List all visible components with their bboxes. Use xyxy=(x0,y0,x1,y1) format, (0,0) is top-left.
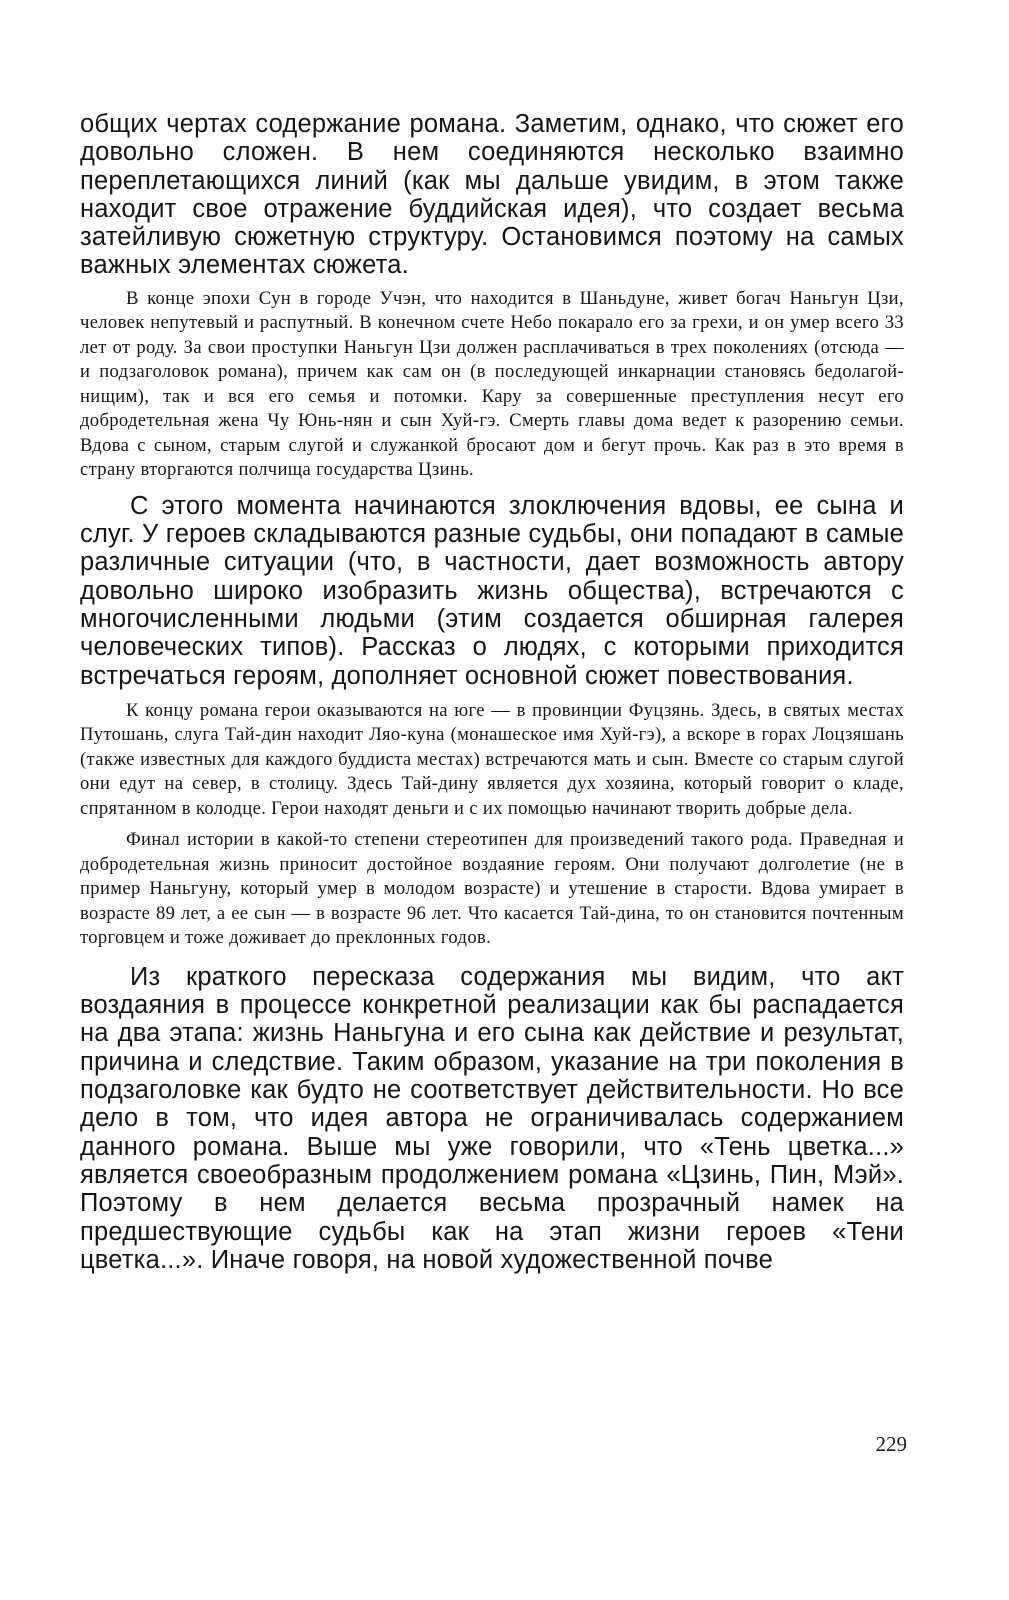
page-body xyxy=(80,110,904,1550)
page-number: 229 xyxy=(875,1432,907,1456)
paragraph-misadventures: С этого момента начинаются злоключения вдовы, ее сына и слуг. У героев складываются разные судьбы, они попадают в самые различные ситуации (что, в частности, дает возможность автору довольно широко изобразить жизнь общества), встречаются с многочисленными людьми (этим создается обширная галерея человеческих типов). Рассказ о людях, с которыми приходится встречаться героям, дополняет основной сюжет повествования. xyxy=(80,491,904,690)
paragraph-summary-beginning: В конце эпохи Сун в городе Учэн, что находится в Шаньдуне, живет богач Наньгун Цзи, человек непутевый и распутный. В конечном счете Небо покарало его за грехи, и он умер всего 33 лет от роду. За свои проступки Наньгун Цзи должен расплачиваться в трех поколениях (отсюда — и подзаголовок романа), причем как сам он (в последующей инкарнации становясь бедолагой-нищим), так и вся его семья и потомки. Кару за совершенные преступления несут его добродетельная жена Чу Юнь-нян и сын Хуй-гэ. Смерть главы дома ведет к разорению семьи. Вдова с сыном, старым слугой и служанкой бросают дом и бегут прочь. Как раз в это время в страну вторгаются полчища государства Цзинь. xyxy=(80,287,904,481)
paragraph-analysis: Из краткого пересказа содержания мы видим, что акт воздаяния в процессе конкретной реализации как бы распадается на два этапа: жизнь Наньгуна и его сына как действие и результат, причина и следствие. Таким образом, указание на три поколения в подзаголовке как будто не соответствует действительности. Но все дело в том, что идея автора не ограничивалась содержанием данного романа. Выше мы уже говорили, что «Тень цветка...» является своеобразным продолжением романа «Цзинь, Пин, Мэй». Поэтому в нем делается весьма прозрачный намек на предшествующие судьбы как на этап жизни героев «Тени цветка...». Иначе говоря, на новой художественной почве xyxy=(80,962,904,1274)
paragraph-continuation: общих чертах содержание романа. Заметим, однако, что сюжет его довольно сложен. В нем соединяются несколько взаимно переплетающихся линий (как мы дальше увидим, в этом также находит свое отражение буддийская идея), что создает весьма затейливую сюжетную структуру. Остановимся поэтому на самых важных элементах сюжета. xyxy=(80,110,904,280)
paragraph-finale: Финал истории в какой-то степени стереотипен для произведений такого рода. Праведная и добродетельная жизнь приносит достойное воздаяние героям. Они получают долголетие (не в пример Наньгуну, который умер в молодом возрасте) и утешение в старости. Вдова умирает в возрасте 89 лет, а ее сын — в возрасте 96 лет. Что касается Тай-дина, то он становится почтенным торговцем и тоже доживает до преклонных годов. xyxy=(80,829,904,949)
paragraph-summary-ending: К концу романа герои оказываются на юге — в провинции Фуцзянь. Здесь, в святых местах Путошань, слуга Тай-дин находит Ляо-куна (монашеское имя Хуй-гэ), а вскоре в горах Лоцзяшань (также известных для каждого буддиста местах) встречаются мать и сын. Вместе со старым слугой они едут на север, в столицу. Здесь Тай-дину является дух хозяина, который говорит о кладе, спрятанном в колодце. Герои находят деньги и с их помощью начинают творить добрые дела. xyxy=(80,699,904,819)
